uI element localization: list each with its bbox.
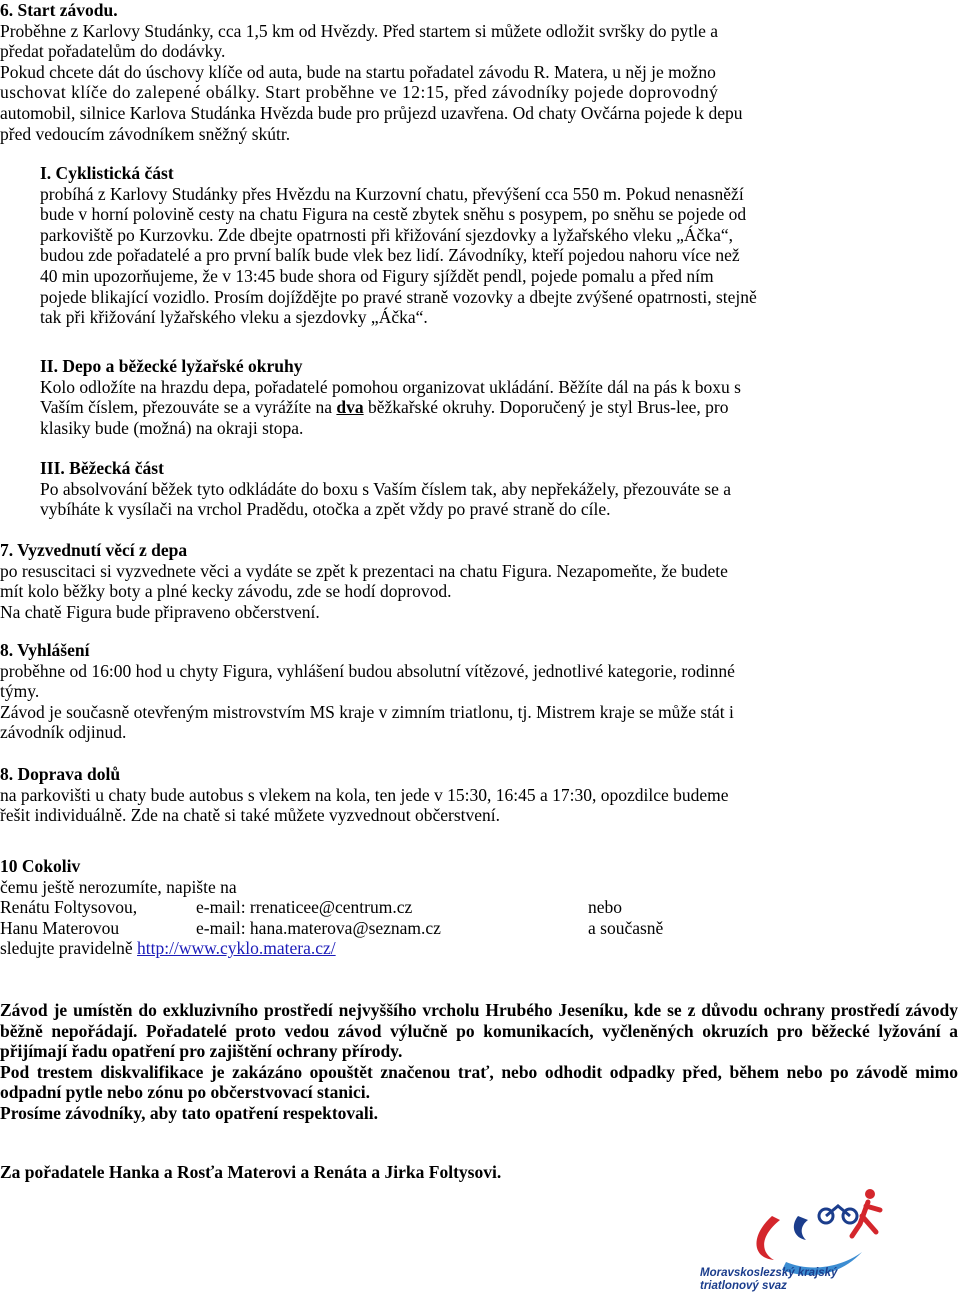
text-line: týmy. [0,681,40,702]
text-line: budou zde pořadatelé a pro první balík bude vlek bez lidí. Závodníky, kteří pojedou nahoru více než [40,245,740,266]
logo-caption: Moravskoslezský krajský triatlonový svaz [700,1267,838,1292]
contact-email[interactable]: e-mail: rrenaticee@centrum.cz [196,897,413,918]
section-title: III. Běžecká část [40,458,164,478]
text-line: Na chatě Figura bude připraveno občerstvení. [0,601,320,622]
text-line: vybíháte k vysílači na vrchol Pradědu, otočka a zpět vždy po pravé straně do cíle. [40,499,611,520]
logo-runner-head [865,1189,875,1199]
closing-notice [0,1000,958,1124]
section-pickup [0,540,958,622]
notice-paragraph: Prosíme závodníky, aby tato opatření respektovali. [0,1102,379,1123]
text-line: Po absolvování běžek tyto odkládáte do boxu s Vaším číslem tak, aby nepřekážely, přezouváte se a [40,478,732,499]
text-line: uschovat klíče do zalepené obálky. Start proběhne ve 12:15, před závodníky pojede doprovodný [0,82,719,103]
section-title: 8. Doprava dolů [0,764,121,784]
text-line: Kolo odložíte na hrazdu depa, pořadatelé pomohou organizovat ukládání. Běžíte dál na pás k boxu s [40,376,741,397]
text-line: automobil, silnice Karlova Studánka Hvězda bude pro průjezd uzavřena. Od chaty Ovčárna pojede k depu [0,102,743,123]
text-line: Proběhne z Karlovy Studánky, cca 1,5 km od Hvězdy. Před startem si můžete odložit svršky do pytle a [0,20,718,41]
contact-conjunction: a současně [588,917,664,938]
section-running [40,458,958,520]
text-line: bude v horní polovině cesty na chatu Figura na cestě zbytek sněhu s posypem, po sněhu se pojede od [40,204,747,225]
text-line: mít kolo běžky boty a plné kecky závodu, zde se hodí doprovod. [0,581,452,602]
text-line: probíhá z Karlovy Studánky přes Hvězdu na Kurzovní chatu, převýšení cca 550 m. Pokud nenasněží [40,183,744,204]
contact-name: Hanu Materovou [0,917,120,938]
signature-line: Za pořadatele Hanka a Rosťa Materovi a Renáta a Jirka Foltysovi. [0,1162,502,1182]
section-awards [0,640,958,743]
section-title: 10 Cokoliv [0,856,81,876]
text-line: po resuscitaci si vyzvednete věci a vydáte se zpět k prezentaci na chatu Figura. Nezapomeňte, že budete [0,560,728,581]
notice-paragraph: Závod je umístěn do exkluzivního prostředí nejvyššího vrcholu Hrubého Jeseníku, kde se z důvodu ochrany prostředí závody běžně nepořádají. Pořadatelé proto vedou závod výlučně po komunikacích, vyčleněných okruzích pro běžecké lyžování a přijímají řadu opatření pro zajištění ochrany přírody. [0,1000,958,1062]
notice-paragraph: Pod trestem diskvalifikace je zakázáno opouštět značenou trať, nebo odhodit odpadky před, během nebo po závodě mimo odpadní pytle nebo zónu po občerstvovací stanici. [0,1061,958,1103]
contact-email[interactable]: e-mail: hana.materova@seznam.cz [196,917,441,938]
logo-swoosh-red [756,1216,780,1260]
website-link[interactable]: http://www.cyklo.matera.cz/ [137,938,336,959]
text-line: sledujte pravidelně http://www.cyklo.matera.cz/ [0,938,336,959]
emphasis-word: dva [336,397,364,418]
contact-name: Renátu Foltysovou, [0,897,138,918]
text-line: Vaším číslem, přezouváte se a vyrážíte na dva běžkařské okruhy. Doporučený je styl Brus-lee, pro [40,397,729,418]
section-title: I. Cyklistická část [40,163,174,183]
text-line: klasiky bude (možná) na okraji stopa. [40,417,304,438]
section-transport [0,764,958,826]
contact-conjunction: nebo [588,897,623,918]
text-line: závodník odjinud. [0,722,127,743]
section-title: 7. Vyzvednutí věcí z depa [0,540,188,560]
section-title: II. Depo a běžecké lyžařské okruhy [40,356,303,376]
text-line: řešit individuálně. Zde na chatě si také můžete vyzvednout občerstvení. [0,805,501,826]
text-line: na parkovišti u chaty bude autobus s vlekem na kola, ten jede v 15:30, 16:45 a 17:30, opozdilce budeme [0,784,729,805]
section-start [0,0,958,144]
text-line: předat pořadatelům do dodávky. [0,41,226,62]
section-contact [0,856,958,959]
text-line: Závod je současně otevřeným mistrovstvím MS kraje v zimním triatlonu, tj. Mistrem kraje se může stát i [0,701,734,722]
text-line: 40 min upozorňujeme, že v 13:45 bude shora od Figury sjíždět pendl, pojede pomalu a před ním [40,265,714,286]
text-line: pojede blikající vozidlo. Prosím dojíždějte po pravé straně vozovky a dbejte zvýšené opatrnosti, stejně [40,286,757,307]
section-cycling [40,163,958,328]
text-line: parkoviště po Kurzovku. Zde dbejte opatrnosti při křižování sjezdovky a lyžařského vleku „Áčka“, [40,224,733,245]
section-depot [40,356,958,438]
section-title: 6. Start závodu. [0,0,118,20]
text-line: proběhne od 16:00 hod u chyty Figura, vyhlášení budou absolutní vítězové, jednotlivé kategorie, rodinné [0,660,735,681]
text-line: čemu ještě nerozumíte, napište na [0,876,237,897]
text-line: před vedoucím závodníkem sněžný skútr. [0,123,291,144]
logo-swimmer [794,1216,808,1240]
section-title: 8. Vyhlášení [0,640,90,660]
contact-list [0,897,958,938]
text-line: tak při křižování lyžařského vleku a sjezdovky „Áčka“. [40,307,428,328]
text-line: Pokud chcete dát do úschovy klíče od auta, bude na startu pořadatel závodu R. Matera, u něj je možno [0,61,716,82]
